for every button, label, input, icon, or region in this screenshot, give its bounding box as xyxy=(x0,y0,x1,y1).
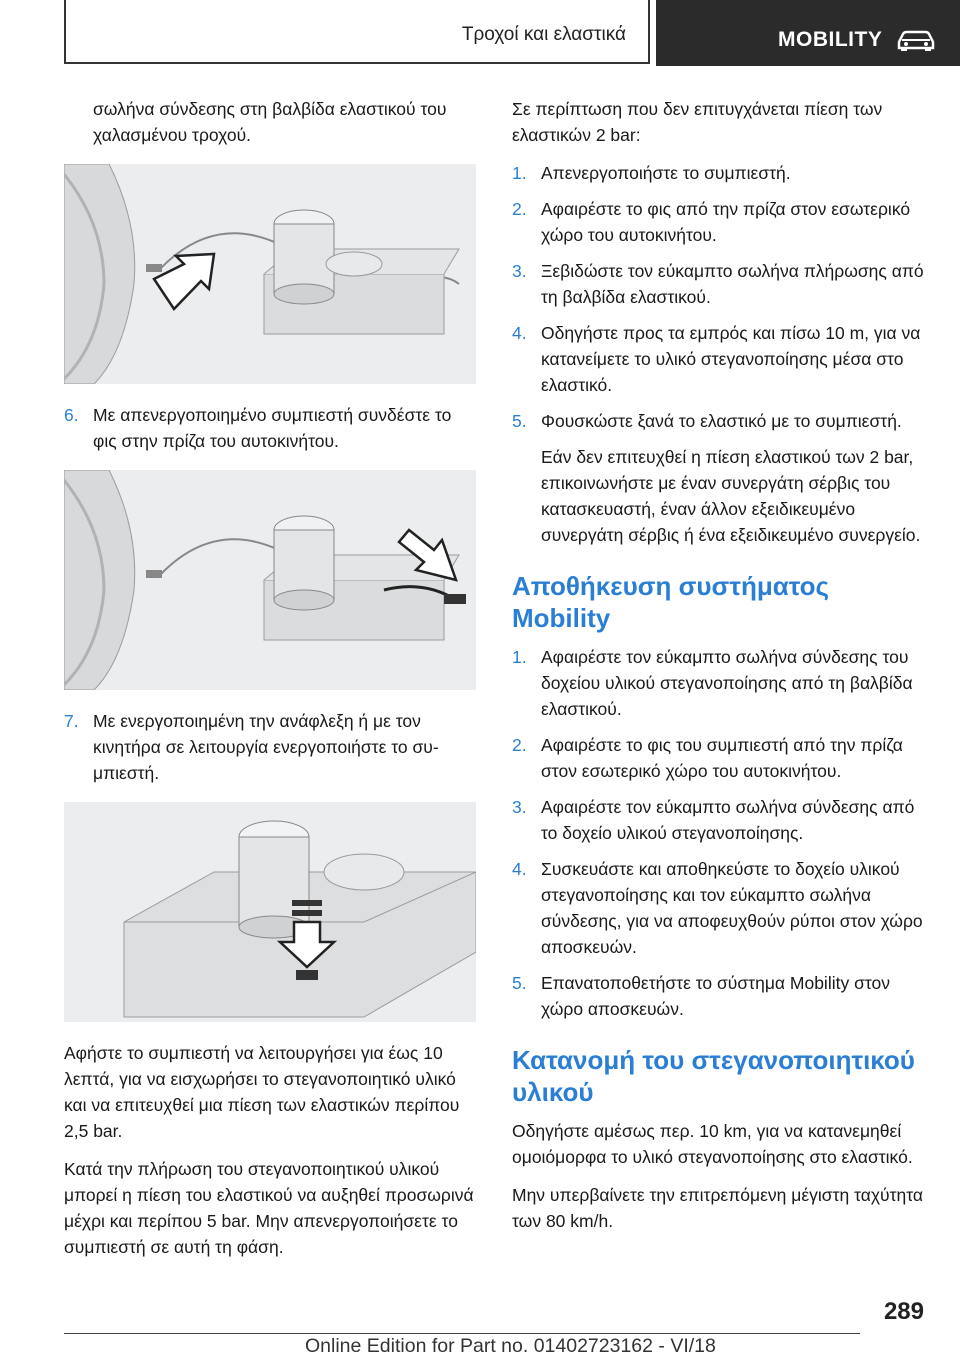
step-number: 1. xyxy=(512,163,527,183)
figure-compressor-switch xyxy=(64,802,476,1022)
step-number: 3. xyxy=(512,261,527,281)
step-number: 7. xyxy=(64,711,79,731)
step-number: 4. xyxy=(512,859,527,879)
step-text: Ξεβιδώστε τον εύκαμπτο σωλήνα πλήρωσης από τη βαλβίδα ελαστικού. xyxy=(541,261,924,307)
figure-plug-connection xyxy=(64,470,476,690)
step-number: 6. xyxy=(64,405,79,425)
step-number: 5. xyxy=(512,973,527,993)
list-item xyxy=(512,408,924,434)
heading-distribution: Κατανομή του στεγανοποιητικού υλικού xyxy=(512,1045,915,1107)
list-item xyxy=(512,970,924,1022)
left-intro: σωλήνα σύνδεσης στη βαλβίδα ελαστικού του χαλασμένου τροχού. xyxy=(93,99,447,145)
right-column xyxy=(512,96,924,1246)
right-para-1: Οδηγήστε αμέσως περ. 10 km, για να κατανεμηθεί ομοιόμορφα το υλικό στεγανοποίησης στο ελαστικό. xyxy=(512,1121,913,1167)
step-text: Συσκευάστε και αποθηκεύστε το δοχείο υλικού στεγανοποίησης και τον εύκαμπτο σωλήνα σύνδεσης, για να αποφευχθούν ρύποι στον χώρο αποσκευών. xyxy=(541,859,923,957)
step-7 xyxy=(64,708,476,786)
step-text: Οδηγήστε προς τα εμπρός και πίσω 10 m, για να κατανείμετε το υλικό στεγανοποίησης μέσα στο ελαστικό. xyxy=(541,323,921,395)
step-number: 5. xyxy=(512,411,527,431)
step-text: Με ενεργοποιημένη την ανάφλεξη ή με τον κινητήρα σε λειτουργία ενεργοποιήστε το συμπιεστή. xyxy=(93,711,439,783)
step-text: Αφαιρέστε το φις του συμπιεστή από την πρίζα στον εσωτερικό χώρο του αυτοκινήτου. xyxy=(541,735,903,781)
header-section-tab xyxy=(64,0,650,64)
left-column xyxy=(64,96,476,1272)
footer-divider xyxy=(64,1333,860,1334)
step-number: 1. xyxy=(512,647,527,667)
right-intro: Σε περίπτωση που δεν επιτυγχάνεται πίεση των ελαστικών 2 bar: xyxy=(512,99,883,145)
step-number: 2. xyxy=(512,199,527,219)
figure-switch-illustration xyxy=(64,802,476,1022)
section-title: Τροχοί και ελαστικά xyxy=(461,24,626,45)
step-text: Απενεργοποιήστε το συμπιεστή. xyxy=(541,163,791,183)
step-text: Με απενεργοποιημένο συμπιεστή συνδέστε το φις στην πρίζα του αυτοκινήτου. xyxy=(93,405,452,451)
car-icon xyxy=(896,28,936,52)
list-item xyxy=(512,644,924,722)
step-number: 3. xyxy=(512,797,527,817)
steps-pressure-not-reached xyxy=(512,160,924,434)
list-item xyxy=(512,258,924,310)
step-number: 4. xyxy=(512,323,527,343)
list-item xyxy=(512,794,924,846)
step-text: Αφαιρέστε τον εύκαμπτο σωλήνα σύνδεσης από το δοχείο υλικού στεγανοποίησης. xyxy=(541,797,915,843)
header-chapter-tab xyxy=(656,0,960,66)
chapter-title: MOBILITY xyxy=(778,28,883,51)
steps-storage xyxy=(512,644,924,1022)
figure-plug-illustration xyxy=(64,470,476,690)
list-item xyxy=(512,160,924,186)
step-text: Αφαιρέστε τον εύκαμπτο σωλήνα σύνδεσης του δοχείου υλικού στεγανοποίησης από τη βαλβίδα ελαστικού. xyxy=(541,647,913,719)
heading-storage: Αποθήκευση συστήματος Mobility xyxy=(512,571,830,633)
step-number: 2. xyxy=(512,735,527,755)
left-para-2: Κατά την πλήρωση του στεγανοποιητικού υλικού μπορεί η πίεση του ελαστικού να αυξηθεί προσωρινά μέχρι και περίπου 5 bar. Μην απενεργοποιήσετε το συμπιεστή σε αυτή τη φάση. xyxy=(64,1159,474,1257)
list-item xyxy=(512,320,924,398)
list-item xyxy=(512,732,924,784)
figure-valve-connection xyxy=(64,164,476,384)
service-note: Εάν δεν επιτευχθεί η πίεση ελαστικού των 2 bar, επικοινωνήστε με έναν συνεργάτη σέρβις του κατασκευαστή, έναν άλλον εξειδικευμένο συνεργάτη σέρβις ή ένα εξειδικευμένο συνεργείο. xyxy=(541,447,921,545)
list-item xyxy=(512,196,924,248)
page-number: 289 xyxy=(883,1298,924,1325)
edition-info: Online Edition for Part no. 01402723162 - VI/18 xyxy=(305,1335,716,1357)
right-para-2: Μην υπερβαίνετε την επιτρεπόμενη μέγιστη ταχύτητα των 80 km/h. xyxy=(512,1185,924,1231)
step-6 xyxy=(64,402,476,454)
figure-valve-illustration xyxy=(64,164,476,384)
step-text: Φουσκώστε ξανά το ελαστικό με το συμπιεστή. xyxy=(541,411,902,431)
step-text: Επανατοποθετήστε το σύστημα Mobility στον χώρο αποσκευών. xyxy=(541,973,891,1019)
step-text: Αφαιρέστε το φις από την πρίζα στον εσωτερικό χώρο του αυτοκινήτου. xyxy=(541,199,911,245)
left-para-1: Αφήστε το συμπιεστή να λειτουργήσει για έως 10 λεπτά, για να εισχωρήσει το στεγανοποιητικό υλικό και να επιτευχθεί μια πίεση των ελαστικών περίπου 2,5 bar. xyxy=(64,1043,460,1141)
list-item xyxy=(512,856,924,960)
